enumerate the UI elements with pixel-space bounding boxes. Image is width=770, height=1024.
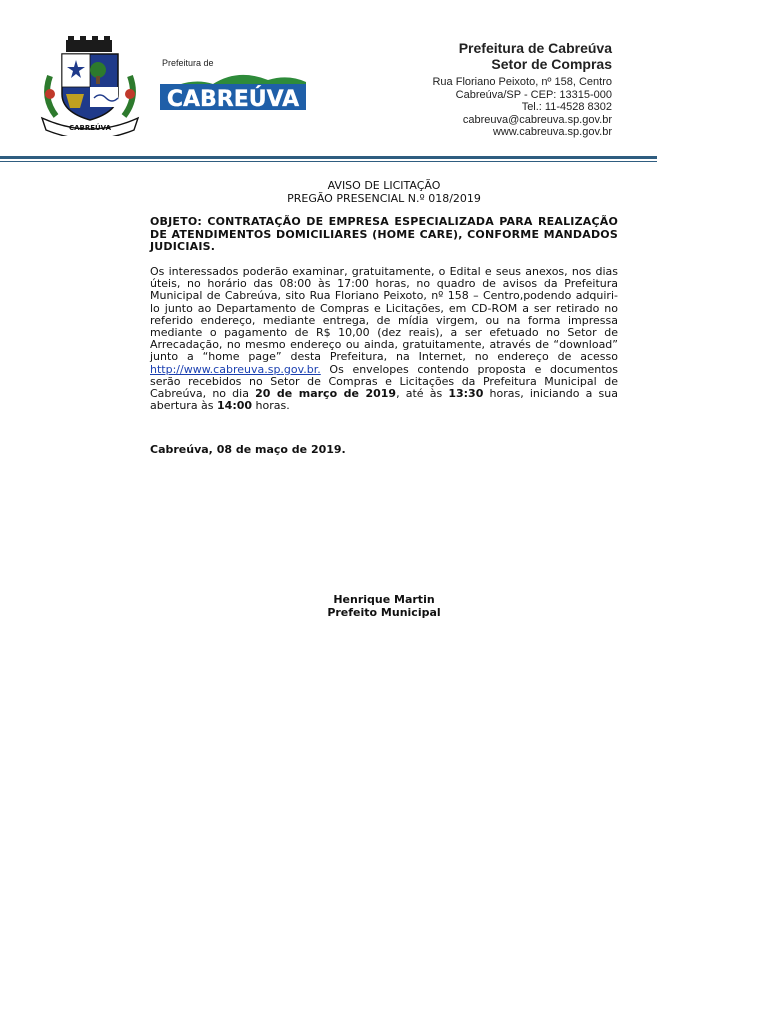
para-text-5: horas. <box>252 399 290 413</box>
notice-body-paragraph <box>150 266 618 412</box>
logo-small-text: Prefeitura de <box>162 58 214 68</box>
deadline-time: 13:30 <box>448 387 484 401</box>
opening-time: 14:00 <box>217 399 253 413</box>
crest-ribbon-text: CABREÚVA <box>68 124 112 132</box>
address-email: cabreuva@cabreuva.sp.gov.br <box>462 113 612 126</box>
dept-subtitle: Setor de Compras <box>491 56 612 72</box>
place-and-date: Cabreúva, 08 de maço de 2019. <box>150 443 346 456</box>
signer-role: Prefeito Municipal <box>327 606 441 619</box>
address-website: www.cabreuva.sp.gov.br <box>492 126 612 138</box>
address-city: Cabreúva/SP - CEP: 13315-000 <box>455 88 612 101</box>
para-text-3: , até às <box>396 387 449 401</box>
deadline-date: 20 de março de 2019 <box>255 387 397 401</box>
notice-heading <box>150 180 618 205</box>
cabreuva-logo <box>158 56 308 112</box>
para-text-4: horas, iniciando a sua abertura às <box>150 387 618 413</box>
notice-objeto: OBJETO: CONTRATAÇÃO DE EMPRESA ESPECIALIZADA PARA REALIZAÇÃO DE ATENDIMENTOS DOMICILIARES (HOME CARE), CONFORME MANDADOS JUDICIAIS. <box>150 215 618 253</box>
municipal-coat-of-arms <box>36 36 144 136</box>
address-phone: Tel.: 11-4528 8302 <box>521 101 612 113</box>
address-block <box>432 76 612 139</box>
notice-title: AVISO DE LICITAÇÃO <box>327 179 441 192</box>
header-divider-thick <box>0 156 657 159</box>
notice-subtitle: PREGÃO PRESENCIAL N.º 018/2019 <box>287 191 481 205</box>
address-street: Rua Floriano Peixoto, nº 158, Centro <box>432 76 612 88</box>
signer-name: Henrique Martin <box>333 593 435 606</box>
dept-title: Prefeitura de Cabreúva <box>458 40 612 56</box>
para-text-2: Os envelopes contendo proposta e documentos serão recebidos no Setor de Compras e Licitações da Prefeitura Municipal de Cabreúva, no dia <box>150 362 618 401</box>
logo-name-text: CABREÚVA <box>166 87 300 112</box>
header-divider-thin <box>0 161 657 162</box>
para-text-1: Os interessados poderão examinar, gratuitamente, o Edital e seus anexos, nos dias úteis, no horário das 08:00 às 17:00 horas, no quadro de avisos da Prefeitura Municipal de Cabreúva, sito Rua Floriano Peixoto, nº 158 – Centro,podendo adquiri-lo junto ao Departamento de Compras e Licitações, em CD-ROM a ser retirado no referido endereço, mediante entrega, de mídia virgem, ou na forma impressa mediante o pagamento de R$ 10,00 (dez reais), a ser efetuado no Setor de Arrecadação, no mesmo endereço ou ainda, gratuitamente, através de “download” junto a “home page” desta Prefeitura, na Internet, no endereço de acesso <box>150 265 618 364</box>
website-link[interactable]: http://www.cabreuva.sp.gov.br. <box>150 362 321 376</box>
signature-block <box>150 593 618 619</box>
department-info <box>432 40 612 139</box>
